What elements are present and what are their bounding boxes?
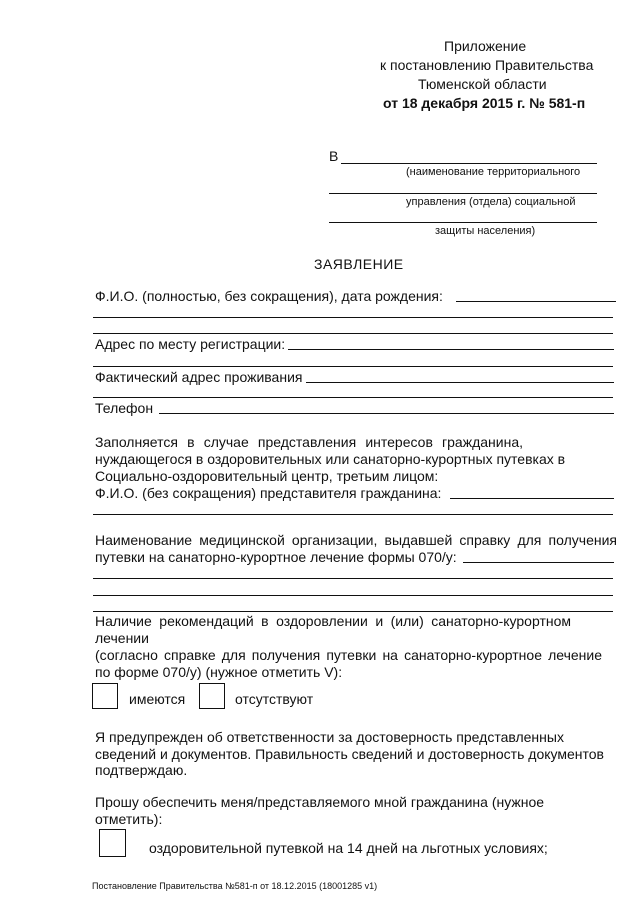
medical-org-label-2: путевки на санаторно-курортное лечение формы 070/у: xyxy=(95,549,457,565)
medical-org-line-1[interactable] xyxy=(463,562,614,563)
medical-org-line-3[interactable] xyxy=(93,595,613,596)
recommendations-label-3: (согласно справке для получения путевки на санаторно-курортное лечение xyxy=(95,647,602,663)
representative-fio-line-1[interactable] xyxy=(450,498,614,499)
recipient-hint-3: защиты населения) xyxy=(435,225,536,237)
representative-note-3: Социально-оздоровительный центр, третьим лицом: xyxy=(95,468,439,484)
recommendations-no-checkbox[interactable] xyxy=(199,683,225,709)
document-title: ЗАЯВЛЕНИЕ xyxy=(314,256,404,272)
recipient-hint-1: (наименование территориального xyxy=(406,166,581,178)
fio-birthdate-line[interactable] xyxy=(456,301,616,302)
representative-fio-label: Ф.И.О. (без сокращения) представителя гражданина: xyxy=(95,485,442,501)
phone-label: Телефон xyxy=(95,400,154,416)
address-line-2[interactable] xyxy=(93,366,613,367)
fio-line-3[interactable] xyxy=(93,333,613,334)
request-text-1: Прошу обеспечить меня/представляемого мной гражданина (нужное xyxy=(95,794,545,810)
request-14days-checkbox[interactable] xyxy=(99,829,126,857)
fio-line-2[interactable] xyxy=(93,317,613,318)
recipient-prefix: В xyxy=(329,148,339,164)
recommendations-no-label: отсутствуют xyxy=(235,691,314,707)
recipient-line-2[interactable] xyxy=(329,193,597,194)
recommendations-yes-label: имеются xyxy=(129,691,186,707)
responsibility-text-1: Я предупрежден об ответственности за достоверность представленных xyxy=(95,729,564,745)
request-14days-label: оздоровительной путевкой на 14 дней на льготных условиях; xyxy=(149,840,548,856)
recipient-line-1[interactable] xyxy=(341,163,597,164)
fio-label: Ф.И.О. (полностью, без сокращения), дата рождения: xyxy=(95,288,443,304)
appendix-resolution: к постановлению Правительства xyxy=(380,57,594,73)
appendix-title: Приложение xyxy=(444,38,527,54)
recommendations-label-1: Наличие рекомендаций в оздоровлении и (или) санаторно-курортном xyxy=(95,613,571,629)
address-label: Адрес по месту регистрации: xyxy=(95,336,286,352)
footer-reference: Постановление Правительства №581-п от 18.12.2015 (18001285 v1) xyxy=(92,881,378,891)
representative-note-2: нуждающегося в оздоровительных или санаторно-курортных путевках в xyxy=(95,451,566,467)
request-text-2: отметить): xyxy=(95,811,163,827)
phone-line[interactable] xyxy=(159,413,614,414)
medical-org-line-2[interactable] xyxy=(93,578,613,579)
actual-address-line-2[interactable] xyxy=(93,397,613,398)
appendix-date-number: от 18 декабря 2015 г. № 581-п xyxy=(383,95,586,111)
address-line-1[interactable] xyxy=(288,349,614,350)
representative-note-1: Заполняется в случае представления интересов гражданина, xyxy=(95,434,523,450)
recipient-hint-2: управления (отдела) социальной xyxy=(406,196,576,208)
actual-address-line-1[interactable] xyxy=(306,382,614,383)
recommendations-yes-checkbox[interactable] xyxy=(92,683,118,709)
responsibility-text-2: сведений и документов. Правильность сведений и достоверность документов xyxy=(95,746,604,762)
representative-fio-line-2[interactable] xyxy=(93,514,613,515)
medical-org-line-4[interactable] xyxy=(93,611,613,612)
responsibility-text-3: подтверждаю. xyxy=(95,762,188,778)
appendix-region: Тюменской области xyxy=(418,76,547,92)
recommendations-label-2: лечении xyxy=(95,630,149,646)
medical-org-label-1: Наименование медицинской организации, выдавшей справку для получения xyxy=(95,532,617,548)
recipient-line-3[interactable] xyxy=(329,222,597,223)
recommendations-label-4: по форме 070/у) (нужное отметить V): xyxy=(95,664,343,680)
actual-address-label: Фактический адрес проживания xyxy=(95,369,303,385)
